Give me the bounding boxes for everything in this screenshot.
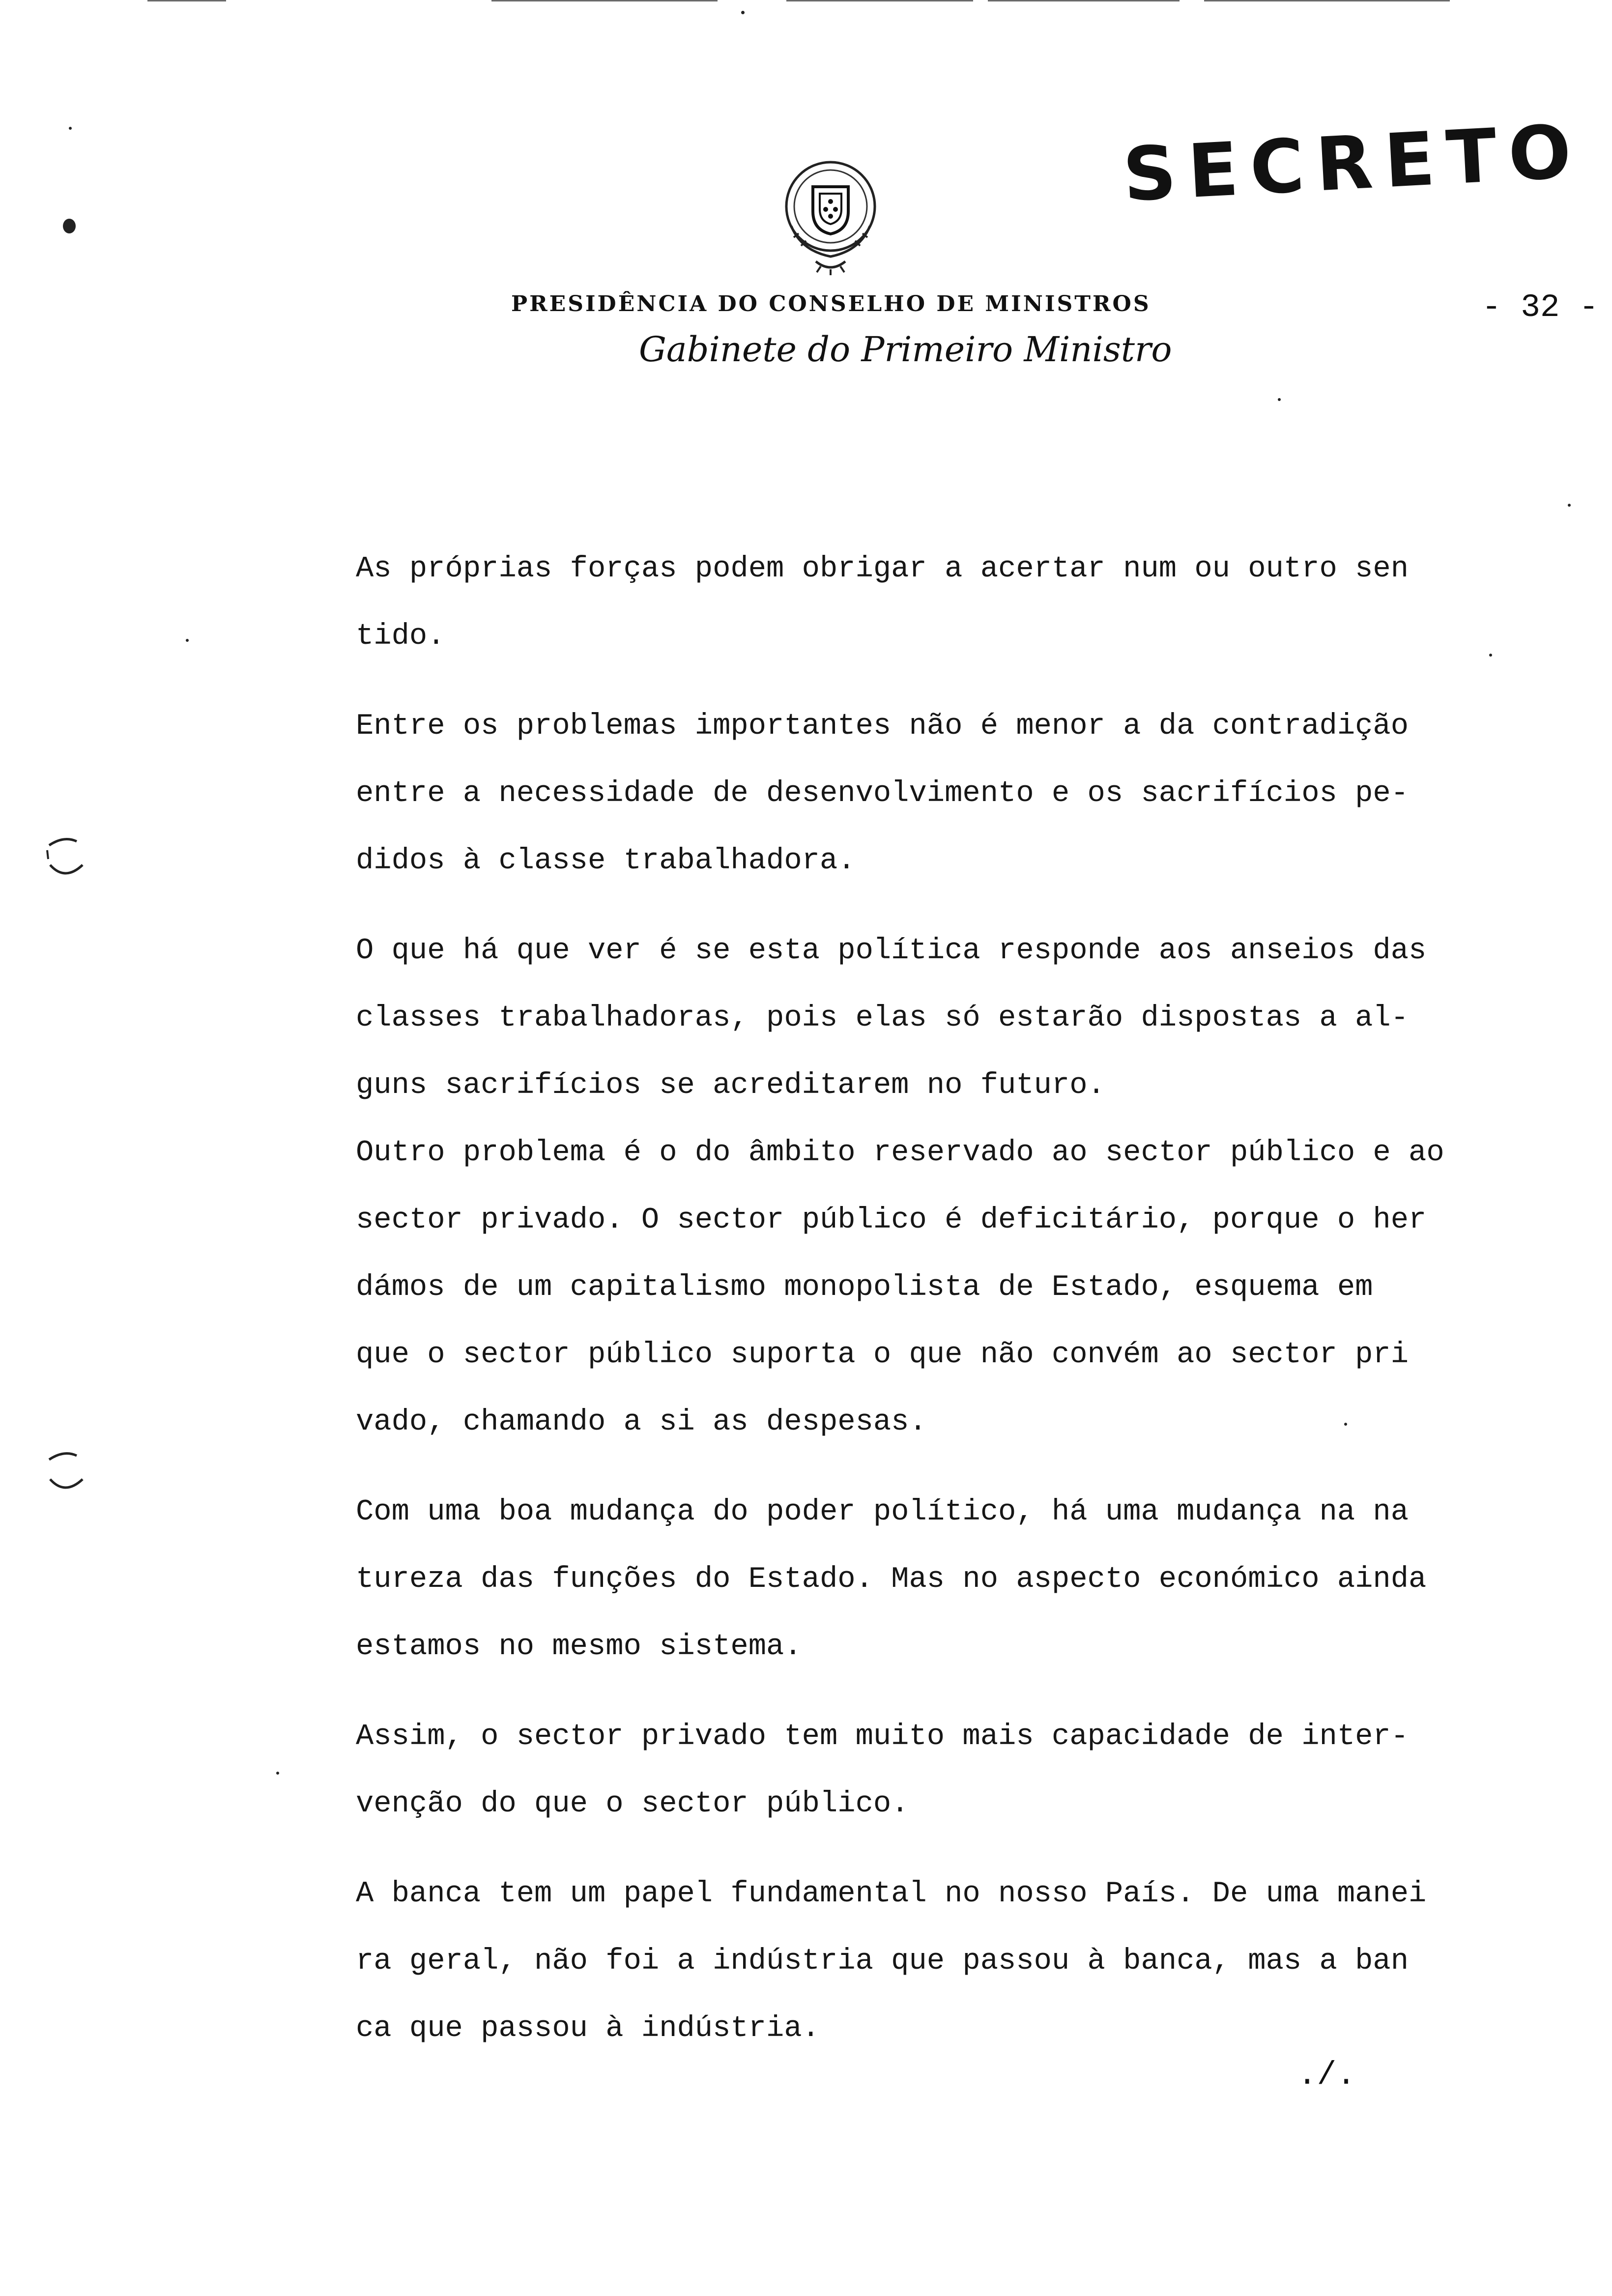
- text-line: Outro problema é o do âmbito reservado ao sector público e ao: [356, 1136, 1444, 1170]
- paragraph: [356, 693, 1526, 895]
- text-line: guns sacrifícios se acreditarem no futuro.: [356, 1069, 1105, 1102]
- punch-hole-mark: [44, 1445, 86, 1504]
- scan-edge-line: [1204, 0, 1450, 1]
- text-line: Assim, o sector privado tem muito mais capacidade de inter-: [356, 1720, 1409, 1753]
- coat-of-arms-icon: [772, 152, 890, 275]
- scan-speck: [63, 219, 76, 233]
- paragraph: [356, 536, 1526, 670]
- text-line: As próprias forças podem obrigar a acertar num ou outro sen: [356, 552, 1409, 586]
- scan-speck: [69, 127, 72, 130]
- document-body: [356, 536, 1526, 2085]
- text-line: didos à classe trabalhadora.: [356, 844, 856, 878]
- text-line: classes trabalhadoras, pois elas só estarão dispostas a al-: [356, 1002, 1409, 1035]
- text-line: sector privado. O sector público é deficitário, porque o her: [356, 1204, 1427, 1237]
- scan-edge-line: [491, 0, 718, 1]
- paragraph: [356, 1479, 1526, 1681]
- scan-speck: [186, 639, 189, 642]
- text-line: tureza das funções do Estado. Mas no aspecto económico ainda: [356, 1563, 1427, 1596]
- scan-speck: [1278, 398, 1281, 401]
- text-line: que o sector público suporta o que não convém ao sector pri: [356, 1338, 1409, 1372]
- paragraph: [356, 1861, 1526, 2063]
- text-line: O que há que ver é se esta política responde aos anseios das: [356, 934, 1427, 968]
- text-line: ca que passou à indústria.: [356, 2012, 820, 2045]
- text-line: vado, chamando a si as despesas.: [356, 1406, 927, 1439]
- scan-edge-line: [147, 0, 226, 1]
- scan-edge-line: [988, 0, 1180, 1]
- continuation-mark: ./.: [1297, 2057, 1356, 2094]
- page-number: - 32 -: [1482, 289, 1599, 326]
- scan-edge-line: [786, 0, 973, 1]
- text-line: ra geral, não foi a indústria que passou à banca, mas a ban: [356, 1945, 1409, 1978]
- text-line: Com uma boa mudança do poder político, há uma mudança na na: [356, 1495, 1409, 1529]
- scan-speck: [1568, 504, 1571, 507]
- text-line: estamos no mesmo sistema.: [356, 1630, 802, 1664]
- paragraph: [356, 918, 1526, 1456]
- text-line: A banca tem um papel fundamental no nosso País. De uma manei: [356, 1877, 1427, 1911]
- scan-speck: [276, 1772, 279, 1775]
- text-line: dámos de um capitalismo monopolista de Estado, esquema em: [356, 1271, 1373, 1304]
- paragraph: [356, 1703, 1526, 1838]
- text-line: tido.: [356, 620, 445, 653]
- cabinet-subtitle: Gabinete do Primeiro Ministro: [639, 329, 1172, 370]
- text-line: entre a necessidade de desenvolvimento e os sacrifícios pe-: [356, 777, 1409, 810]
- text-line: venção do que o sector público.: [356, 1787, 909, 1821]
- classification-stamp: SECRETO: [1121, 109, 1585, 218]
- punch-hole-mark: [44, 831, 86, 890]
- text-line: Entre os problemas importantes não é menor a da contradição: [356, 710, 1409, 743]
- scan-speck: [741, 11, 745, 14]
- letterhead-title: PRESIDÊNCIA DO CONSELHO DE MINISTROS: [511, 291, 1151, 316]
